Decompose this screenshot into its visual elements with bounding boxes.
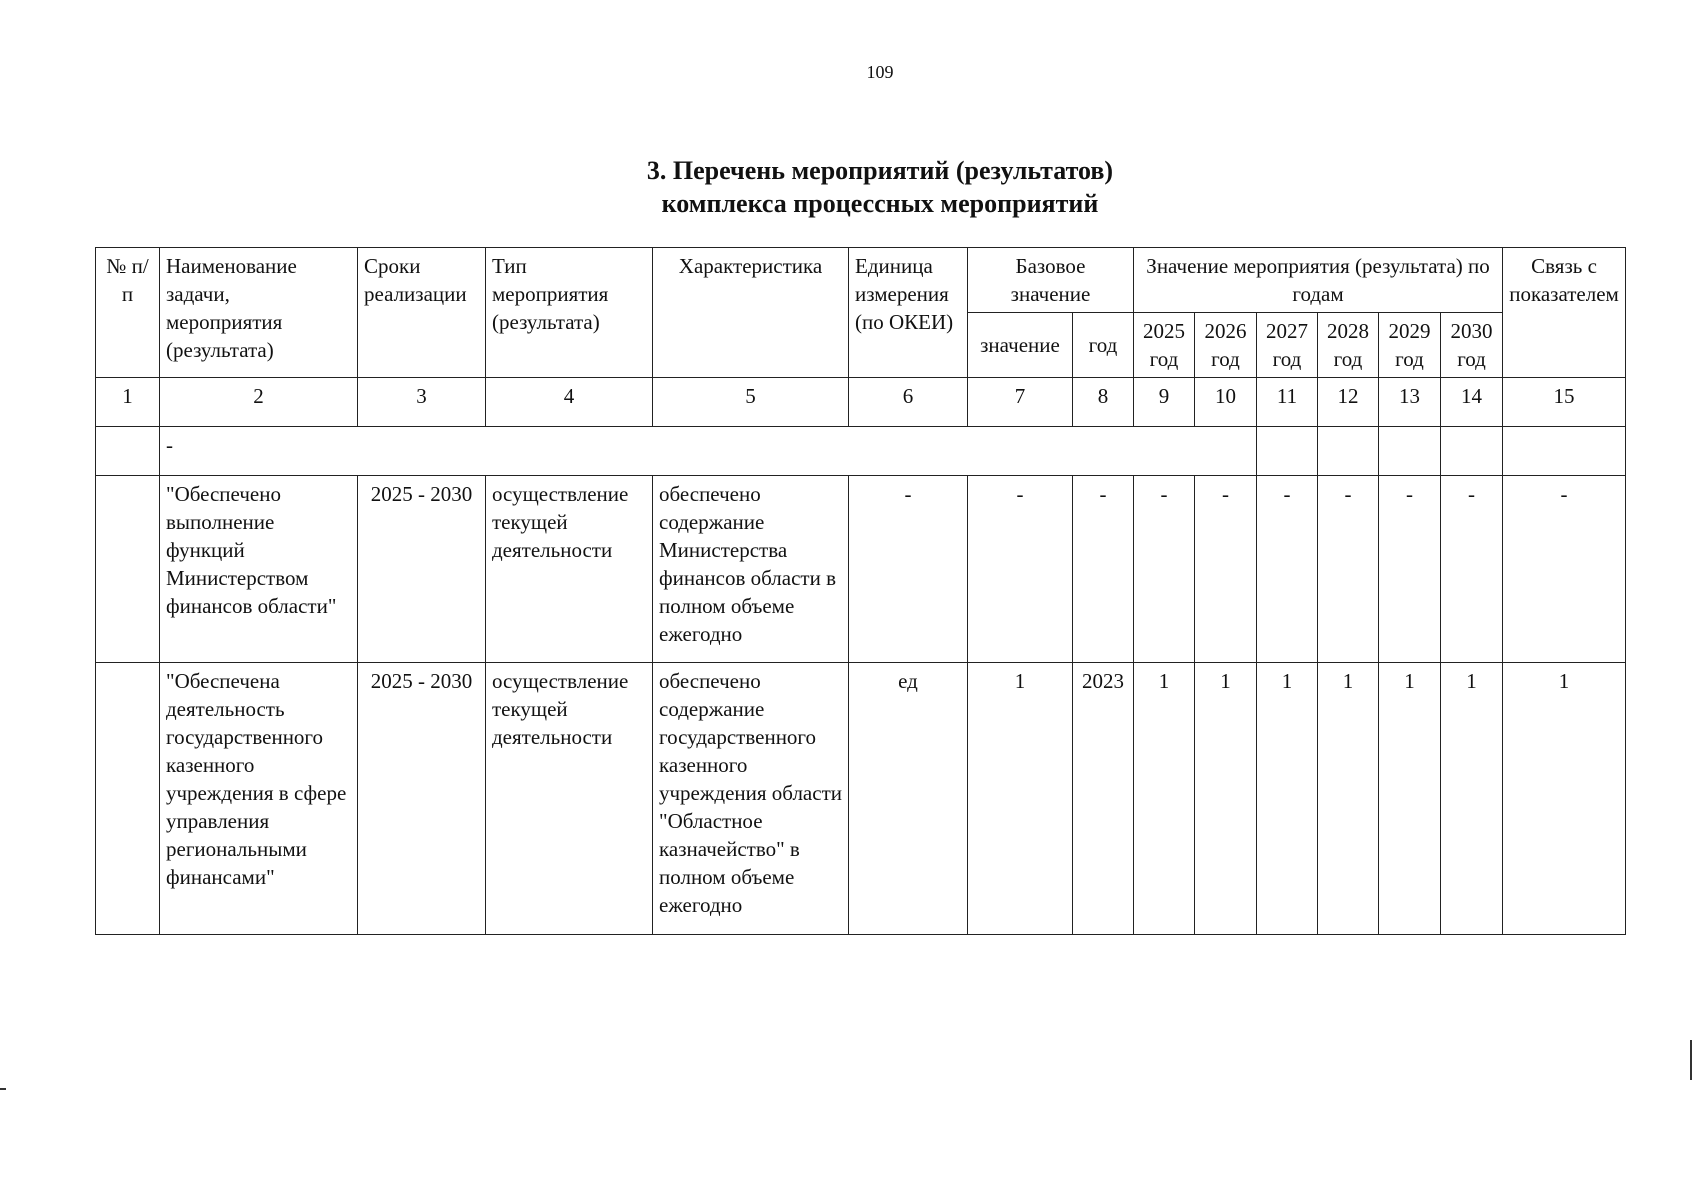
row-year-value: - [1134, 476, 1195, 663]
row-link: 1 [1503, 663, 1626, 935]
row-year-value: - [1195, 476, 1257, 663]
row-unit: - [849, 476, 968, 663]
row-year-value: 1 [1134, 663, 1195, 935]
page-number: 109 [866, 62, 894, 82]
row-year-value: 1 [1318, 663, 1379, 935]
header-name: Наименование задачи, мероприятия (результата) [160, 248, 358, 378]
header-year-2026: 2026 год [1195, 313, 1257, 378]
scan-margin-mark [0, 1088, 6, 1090]
header-row-1 [96, 248, 1626, 313]
row-base-year: 2023 [1073, 663, 1134, 935]
row-year-value: 1 [1379, 663, 1441, 935]
row-base-value: 1 [968, 663, 1073, 935]
col-number: 13 [1379, 378, 1441, 427]
task-empty-cell [1257, 427, 1318, 476]
task-num-cell [96, 427, 160, 476]
title-line-2: комплекса процессных мероприятий [661, 189, 1099, 218]
col-number: 8 [1073, 378, 1134, 427]
task-empty-cell [1318, 427, 1379, 476]
col-number: 12 [1318, 378, 1379, 427]
col-number: 10 [1195, 378, 1257, 427]
title-line-1: 3. Перечень мероприятий (результатов) [646, 156, 1114, 185]
header-unit: Единица измерения (по ОКЕИ) [849, 248, 968, 378]
header-period: Сроки реализации [358, 248, 486, 378]
header-year-2030: 2030 год [1441, 313, 1503, 378]
row-base-value: - [968, 476, 1073, 663]
col-number: 3 [358, 378, 486, 427]
col-number: 2 [160, 378, 358, 427]
row-year-value: 1 [1257, 663, 1318, 935]
col-number: 6 [849, 378, 968, 427]
task-empty-cell [1379, 427, 1441, 476]
measures-table [95, 247, 1626, 935]
row-year-value: - [1441, 476, 1503, 663]
header-type: Тип мероприятия (результата) [486, 248, 653, 378]
row-characteristic: обеспечено содержание государственного казенного учреждения области "Областное казначейство" в полном объеме ежегодно [653, 663, 849, 935]
header-base: Базовое значение [968, 248, 1134, 313]
header-characteristic: Характеристика [653, 248, 849, 378]
col-number: 14 [1441, 378, 1503, 427]
row-link: - [1503, 476, 1626, 663]
scan-edge-mark [1690, 1040, 1692, 1080]
row-base-year: - [1073, 476, 1134, 663]
header-year-2027: 2027 год [1257, 313, 1318, 378]
row-characteristic: обеспечено содержание Министерства финансов области в полном объеме ежегодно [653, 476, 849, 663]
row-year-value: 1 [1195, 663, 1257, 935]
header-year-2028: 2028 год [1318, 313, 1379, 378]
row-name: "Обеспечена деятельность государственного казенного учреждения в сфере управления региональными финансами" [160, 663, 358, 935]
col-number: 9 [1134, 378, 1195, 427]
header-year-2025: 2025 год [1134, 313, 1195, 378]
task-empty-cell [1441, 427, 1503, 476]
row-type: осуществление текущей деятельности [486, 476, 653, 663]
row-year-value: 1 [1441, 663, 1503, 935]
table-row [96, 663, 1626, 935]
table-row [96, 476, 1626, 663]
row-unit: ед [849, 663, 968, 935]
header-by-years: Значение мероприятия (результата) по годам [1134, 248, 1503, 313]
header-base-year: год [1073, 313, 1134, 378]
row-year-value: - [1379, 476, 1441, 663]
col-number: 11 [1257, 378, 1318, 427]
header-year-2029: 2029 год [1379, 313, 1441, 378]
header-num: № п/п [96, 248, 160, 378]
row-num-cell [96, 663, 160, 935]
col-number: 1 [96, 378, 160, 427]
row-year-value: - [1257, 476, 1318, 663]
row-type: осуществление текущей деятельности [486, 663, 653, 935]
header-base-value: значение [968, 313, 1073, 378]
col-number: 15 [1503, 378, 1626, 427]
row-year-value: - [1318, 476, 1379, 663]
task-name-cell: - [160, 427, 1257, 476]
column-numbers-row [96, 378, 1626, 427]
row-period: 2025 - 2030 [358, 663, 486, 935]
col-number: 7 [968, 378, 1073, 427]
document-title [0, 154, 1697, 220]
task-empty-cell [1503, 427, 1626, 476]
row-name: "Обеспечено выполнение функций Министерством финансов области" [160, 476, 358, 663]
header-link: Связь с показателем [1503, 248, 1626, 378]
row-num-cell [96, 476, 160, 663]
task-row [96, 427, 1626, 476]
col-number: 4 [486, 378, 653, 427]
col-number: 5 [653, 378, 849, 427]
row-period: 2025 - 2030 [358, 476, 486, 663]
